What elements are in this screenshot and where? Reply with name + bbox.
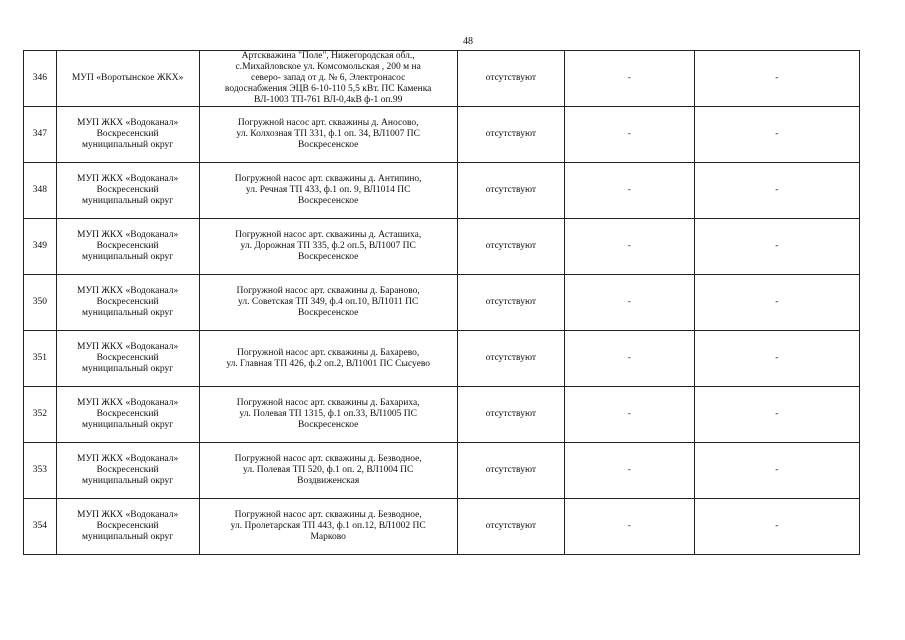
object-line: Погружной насос арт. скважины д. Аносово, xyxy=(237,118,419,128)
object-description-cell xyxy=(199,163,457,219)
object-line: ул. Полевая ТП 520, ф.1 оп. 2, ВЛ1004 ПС xyxy=(242,465,414,475)
value-cell-b: - xyxy=(694,499,859,555)
org-line: МУП ЖКХ «Водоканал» xyxy=(77,342,179,352)
object-line: ул. Пролетарская ТП 443, ф.1 оп.12, ВЛ1002 ПС xyxy=(230,521,426,531)
table-row xyxy=(24,275,860,331)
org-line: МУП «Воротынское ЖКХ» xyxy=(71,73,184,83)
table-body xyxy=(24,51,860,555)
object-line: ул. Полевая ТП 1315, ф.1 оп.33, ВЛ1005 ПС xyxy=(239,409,417,419)
object-line: ул. Советская ТП 349, ф.4 оп.10, ВЛ1011 ПС xyxy=(238,297,419,307)
org-line: Воскресенский xyxy=(96,185,159,195)
organization-cell xyxy=(56,499,199,555)
status-cell: отсутствуют xyxy=(457,499,564,555)
object-line: водоснабжения ЭЦВ 6-10-110 5,5 кВт. ПС Каменка xyxy=(224,84,432,94)
organization-cell xyxy=(56,275,199,331)
table-row xyxy=(24,163,860,219)
table-row xyxy=(24,107,860,163)
organization-cell xyxy=(56,219,199,275)
value-cell-a: - xyxy=(564,499,694,555)
object-description-cell xyxy=(199,443,457,499)
row-number-cell: 347 xyxy=(24,107,57,163)
table-row xyxy=(24,387,860,443)
row-number-cell: 352 xyxy=(24,387,57,443)
organization-cell xyxy=(56,51,199,107)
org-line: муниципальный округ xyxy=(82,140,174,150)
org-line: Воскресенский xyxy=(96,465,159,475)
row-number-cell: 353 xyxy=(24,443,57,499)
org-line: Воскресенский xyxy=(96,521,159,531)
org-line: МУП ЖКХ «Водоканал» xyxy=(77,286,179,296)
object-line: Погружной насос арт. скважины д. Антипино, xyxy=(234,174,422,184)
object-line: ул. Речная ТП 433, ф.1 оп. 9, ВЛ1014 ПС xyxy=(245,185,411,195)
value-cell-b: - xyxy=(694,219,859,275)
object-line: Воздвиженская xyxy=(297,476,360,486)
object-description-cell xyxy=(199,275,457,331)
object-line: Погружной насос арт. скважины д. Асташиха, xyxy=(235,230,422,240)
object-line: Погружной насос арт. скважины д. Бараново, xyxy=(236,286,420,296)
org-line: МУП ЖКХ «Водоканал» xyxy=(77,174,179,184)
organization-cell xyxy=(56,107,199,163)
org-line: муниципальный округ xyxy=(82,196,174,206)
status-cell: отсутствуют xyxy=(457,163,564,219)
value-cell-a: - xyxy=(564,387,694,443)
object-line: ул. Дорожная ТП 335, ф.2 оп.5, ВЛ1007 ПС xyxy=(240,241,416,251)
org-line: муниципальный округ xyxy=(82,308,174,318)
org-line: МУП ЖКХ «Водоканал» xyxy=(77,398,179,408)
organization-cell xyxy=(56,443,199,499)
value-cell-a: - xyxy=(564,275,694,331)
object-line: ул. Главная ТП 426, ф.2 оп.2, ВЛ1001 ПС Сысуево xyxy=(226,358,431,369)
value-cell-b: - xyxy=(694,51,859,107)
row-number-cell: 354 xyxy=(24,499,57,555)
row-number-cell: 349 xyxy=(24,219,57,275)
org-line: Воскресенский xyxy=(96,241,159,251)
org-line: МУП ЖКХ «Водоканал» xyxy=(77,510,179,520)
org-line: МУП ЖКХ «Водоканал» xyxy=(77,118,179,128)
organization-cell xyxy=(56,331,199,387)
row-number-cell: 348 xyxy=(24,163,57,219)
org-line: МУП ЖКХ «Водоканал» xyxy=(77,230,179,240)
object-description-cell xyxy=(199,51,457,107)
table-row xyxy=(24,51,860,107)
table-row xyxy=(24,443,860,499)
object-line: Погружной насос арт. скважины д. Бахарево, xyxy=(237,347,420,358)
org-line: муниципальный округ xyxy=(82,532,174,542)
value-cell-b: - xyxy=(694,275,859,331)
row-number-cell: 346 xyxy=(24,51,57,107)
object-line: Воскресенское xyxy=(297,420,359,430)
object-description-cell xyxy=(199,499,457,555)
value-cell-b: - xyxy=(694,163,859,219)
org-line: муниципальный округ xyxy=(82,252,174,262)
status-cell: отсутствуют xyxy=(457,107,564,163)
object-description-cell xyxy=(199,219,457,275)
object-line: Воскресенское xyxy=(297,140,359,150)
object-line: Погружной насос арт. скважины д. Безводное, xyxy=(234,510,422,520)
object-line: Воскресенское xyxy=(297,308,359,318)
object-line: ВЛ-1003 ТП-761 ВЛ-0,4кВ ф-1 оп.99 xyxy=(253,95,403,105)
value-cell-b: - xyxy=(694,331,859,387)
value-cell-a: - xyxy=(564,163,694,219)
org-line: муниципальный округ xyxy=(82,476,174,486)
status-cell: отсутствуют xyxy=(457,219,564,275)
status-cell: отсутствуют xyxy=(457,331,564,387)
object-line: Погружной насос арт. скважины д. Бахариха, xyxy=(236,398,420,408)
object-line: северо- запад от д. № 6, Электронасос xyxy=(251,73,406,83)
value-cell-a: - xyxy=(564,107,694,163)
value-cell-a: - xyxy=(564,331,694,387)
table-row xyxy=(24,499,860,555)
value-cell-b: - xyxy=(694,443,859,499)
organization-cell xyxy=(56,163,199,219)
status-cell: отсутствуют xyxy=(457,275,564,331)
value-cell-a: - xyxy=(564,51,694,107)
object-line: Воскресенское xyxy=(297,196,359,206)
table-row xyxy=(24,331,860,387)
row-number-cell: 350 xyxy=(24,275,57,331)
status-cell: отсутствуют xyxy=(457,51,564,107)
object-line: ул. Колхозная ТП 331, ф.1 оп. 34, ВЛ1007 ПС xyxy=(236,129,420,139)
object-line: Марково xyxy=(310,532,346,542)
organization-cell xyxy=(56,387,199,443)
org-line: муниципальный округ xyxy=(82,420,174,430)
object-line: Воскресенское xyxy=(297,252,359,262)
table-row xyxy=(24,219,860,275)
org-line: Воскресенский xyxy=(96,409,159,419)
org-line: муниципальный округ xyxy=(82,364,174,374)
org-line: Воскресенский xyxy=(96,129,159,139)
object-line: с.Михайловское ул. Комсомольская , 200 м на xyxy=(235,62,421,72)
page-number: 48 xyxy=(463,36,473,47)
org-line: МУП ЖКХ «Водоканал» xyxy=(77,454,179,464)
object-line: Погружной насос арт. скважины д. Безводное, xyxy=(234,454,422,464)
org-line: Воскресенский xyxy=(96,353,159,363)
value-cell-a: - xyxy=(564,219,694,275)
object-line: Артскважина "Поле", Нижегородская обл., xyxy=(241,51,415,61)
object-description-cell xyxy=(199,387,457,443)
status-cell: отсутствуют xyxy=(457,387,564,443)
value-cell-b: - xyxy=(694,387,859,443)
row-number-cell: 351 xyxy=(24,331,57,387)
value-cell-b: - xyxy=(694,107,859,163)
registry-table xyxy=(23,50,860,555)
status-cell: отсутствуют xyxy=(457,443,564,499)
org-line: Воскресенский xyxy=(96,297,159,307)
object-description-cell xyxy=(199,107,457,163)
value-cell-a: - xyxy=(564,443,694,499)
object-description-cell xyxy=(199,331,457,387)
